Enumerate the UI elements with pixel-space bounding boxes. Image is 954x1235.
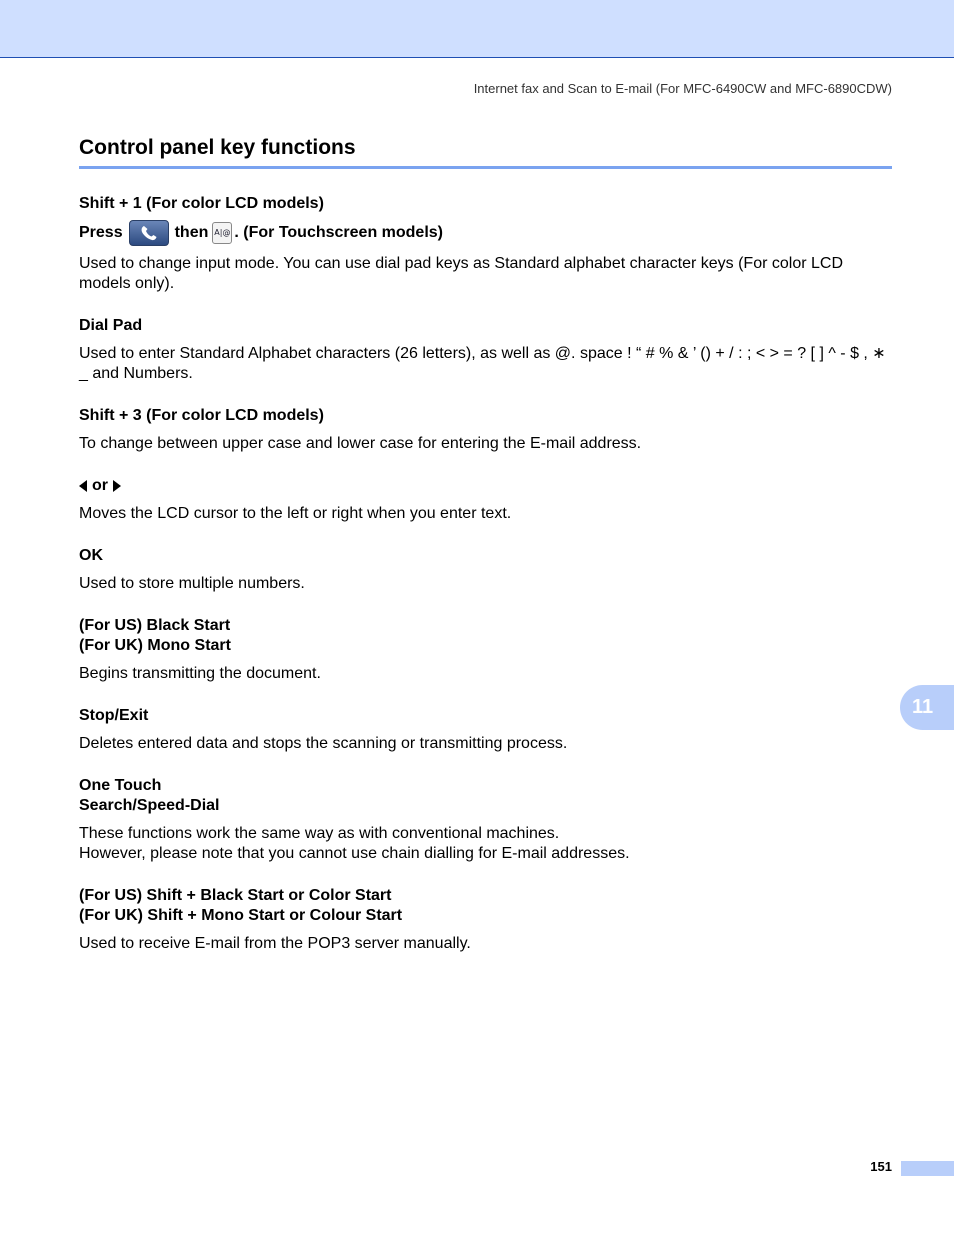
key-heading [79,194,892,214]
or-label: or [92,477,108,494]
press-suffix: . (For Touchscreen models) [234,224,443,241]
description-line: Begins transmitting the document. [79,665,321,682]
section-title: Control panel key functions [79,136,892,169]
key-heading-line: One Touch [79,777,162,794]
key-heading-line: (For UK) Shift + Mono Start or Colour Start [79,907,403,924]
key-heading-line: Shift + 3 (For color LCD models) [79,407,324,424]
description-line: Used to store multiple numbers. [79,575,305,592]
key-description [79,934,892,954]
key-heading-line: Stop/Exit [79,707,149,724]
description-line: These functions work the same way as with conventional machines. [79,825,560,842]
key-heading-line: Shift + 1 (For color LCD models) [79,195,324,212]
key-heading-line: (For US) Black Start [79,617,231,634]
key-heading-line: OK [79,547,103,564]
key-function-shift-1 [79,194,892,294]
key-function-start [79,616,892,684]
description-line: Used to enter Standard Alphabet characters (26 letters), as well as @. space ! “ # % & ’ () + / : ; < > = ? [ ] ^ - $ , ∗ _ and Numbers. [79,345,886,382]
key-description [79,434,892,454]
arrow-right-icon [113,480,121,492]
description-line: To change between upper case and lower case for entering the E-mail address. [79,435,642,452]
key-description [79,504,892,524]
key-function-stop-exit [79,706,892,754]
key-description [79,734,892,754]
running-header: Internet fax and Scan to E-mail (For MFC-6490CW and MFC-6890CDW) [473,81,892,96]
arrow-left-icon [79,480,87,492]
header-band [0,0,954,58]
key-function-arrows [79,476,892,524]
key-description [79,254,892,294]
key-heading-line: (For UK) Mono Start [79,637,231,654]
key-function-shift-start [79,886,892,954]
key-description [79,344,892,384]
chapter-number: 11 [912,696,934,718]
chapter-tab [900,685,954,730]
key-function-shift-3 [79,406,892,454]
key-heading [79,476,892,496]
description-line: Deletes entered data and stops the scanning or transmitting process. [79,735,568,752]
press-instruction [79,220,892,246]
key-heading [79,886,892,926]
description-line: Moves the LCD cursor to the left or right when you enter text. [79,505,512,522]
description-line: Used to receive E-mail from the POP3 server manually. [79,935,471,952]
page-number: 151 [870,1159,892,1174]
page-number-bar [901,1161,954,1176]
key-heading [79,706,892,726]
description-line: However, please note that you cannot use chain dialling for E-mail addresses. [79,845,630,862]
key-function-dial-pad [79,316,892,384]
key-heading-line: Search/Speed-Dial [79,797,220,814]
phone-handset-icon [129,220,169,246]
key-description [79,824,892,864]
key-heading [79,776,892,816]
content [79,194,892,976]
then-label: then [174,224,209,241]
key-heading-line: Dial Pad [79,317,143,334]
press-label: Press [79,224,123,241]
key-heading-line: (For US) Shift + Black Start or Color Start [79,887,392,904]
key-heading [79,546,892,566]
key-description [79,574,892,594]
key-description [79,664,892,684]
key-heading [79,316,892,336]
key-heading [79,406,892,426]
key-function-ok [79,546,892,594]
description-line: Used to change input mode. You can use dial pad keys as Standard alphabet character keys (For color LCD models only). [79,255,844,292]
key-function-one-touch [79,776,892,864]
key-heading [79,616,892,656]
alphabet-mode-icon: A|@ [212,222,232,244]
